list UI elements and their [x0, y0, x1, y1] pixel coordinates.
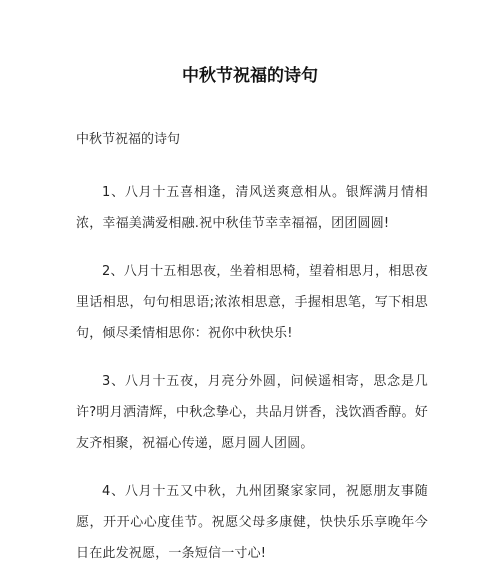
- paragraph-4: 4、八月十五又中秋，九州团聚家家同，祝愿朋友事随愿，开开心心度佳节。祝愿父母多康健，快快乐乐享晚年今日在此发祝愿，一条短信一寸心!: [76, 484, 428, 561]
- document-subtitle: 中秋节祝福的诗句: [76, 132, 181, 147]
- document-title: 中秋节祝福的诗句: [182, 66, 318, 86]
- paragraph-3: 3、八月十五夜，月亮分外圆，问候遥相寄，思念是几许?明月洒清辉，中秋念挚心，共品月饼香，浅饮酒香醇。好友齐相聚，祝福心传递，愿月圆人团圆。: [76, 374, 428, 451]
- paragraph-1: 1、八月十五喜相逢，清风送爽意相从。银辉满月情相浓，幸福美满爱相融.祝中秋佳节幸幸福福，团团圆圆!: [76, 185, 428, 231]
- paragraph-2: 2、八月十五相思夜，坐着相思椅，望着相思月，相思夜里话相思，句句相思语;浓浓相思意，手握相思笔，写下相思句，倾尽柔情相思你：祝你中秋快乐!: [76, 264, 428, 341]
